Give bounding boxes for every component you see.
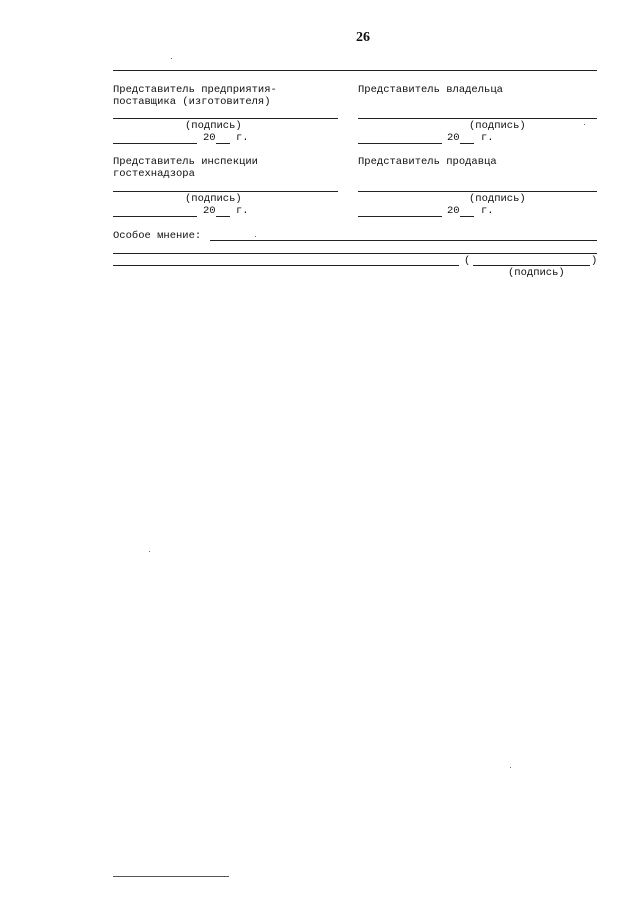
right-date-year-1: 20: [447, 132, 460, 144]
scan-speck: [584, 124, 585, 125]
right-date-year-blank-2: [460, 216, 474, 217]
special-opinion-label: Особое мнение:: [113, 230, 202, 242]
right-date-blank-2: [358, 216, 442, 217]
top-rule: [113, 70, 597, 71]
right-rep2: Представитель продавца: [358, 156, 497, 168]
opinion-line-1: [210, 240, 597, 241]
left-date-year-2: 20: [203, 205, 216, 217]
opinion-signature-line: [473, 265, 590, 266]
left-date-blank-1: [113, 143, 197, 144]
right-date-g-2: г.: [481, 205, 494, 217]
left-signature-caption-1: (подпись): [185, 120, 242, 132]
scan-speck: [171, 58, 172, 59]
right-signature-caption-1: (подпись): [469, 120, 526, 132]
right-date-g-1: г.: [481, 132, 494, 144]
left-rep2-line2: гостехнадзора: [113, 168, 195, 180]
bottom-rule: [113, 876, 229, 877]
left-date-year-1: 20: [203, 132, 216, 144]
scan-speck: [149, 551, 150, 552]
page-number: 26: [356, 30, 370, 45]
right-signature-line-1: [358, 118, 597, 119]
opinion-line-2: [113, 253, 597, 254]
left-signature-line-2: [113, 191, 338, 192]
right-date-year-blank-1: [460, 143, 474, 144]
right-signature-caption-2: (подпись): [469, 193, 526, 205]
left-date-blank-2: [113, 216, 197, 217]
scan-speck: [255, 236, 256, 237]
right-date-blank-1: [358, 143, 442, 144]
right-signature-line-2: [358, 191, 597, 192]
paren-close: ): [591, 255, 598, 267]
right-rep1: Представитель владельца: [358, 84, 503, 96]
left-rep1-line1: Представитель предприятия-: [113, 84, 277, 96]
left-date-year-blank-2: [216, 216, 230, 217]
scan-speck: [510, 767, 511, 768]
left-signature-caption-2: (подпись): [185, 193, 242, 205]
left-date-g-1: г.: [236, 132, 249, 144]
opinion-line-3: [113, 265, 459, 266]
left-rep2-line1: Представитель инспекции: [113, 156, 258, 168]
left-date-year-blank-1: [216, 143, 230, 144]
opinion-signature-caption: (подпись): [508, 267, 565, 279]
left-rep1-line2: поставщика (изготовителя): [113, 96, 271, 108]
left-date-g-2: г.: [236, 205, 249, 217]
paren-open: (: [464, 255, 471, 267]
left-signature-line-1: [113, 118, 338, 119]
right-date-year-2: 20: [447, 205, 460, 217]
